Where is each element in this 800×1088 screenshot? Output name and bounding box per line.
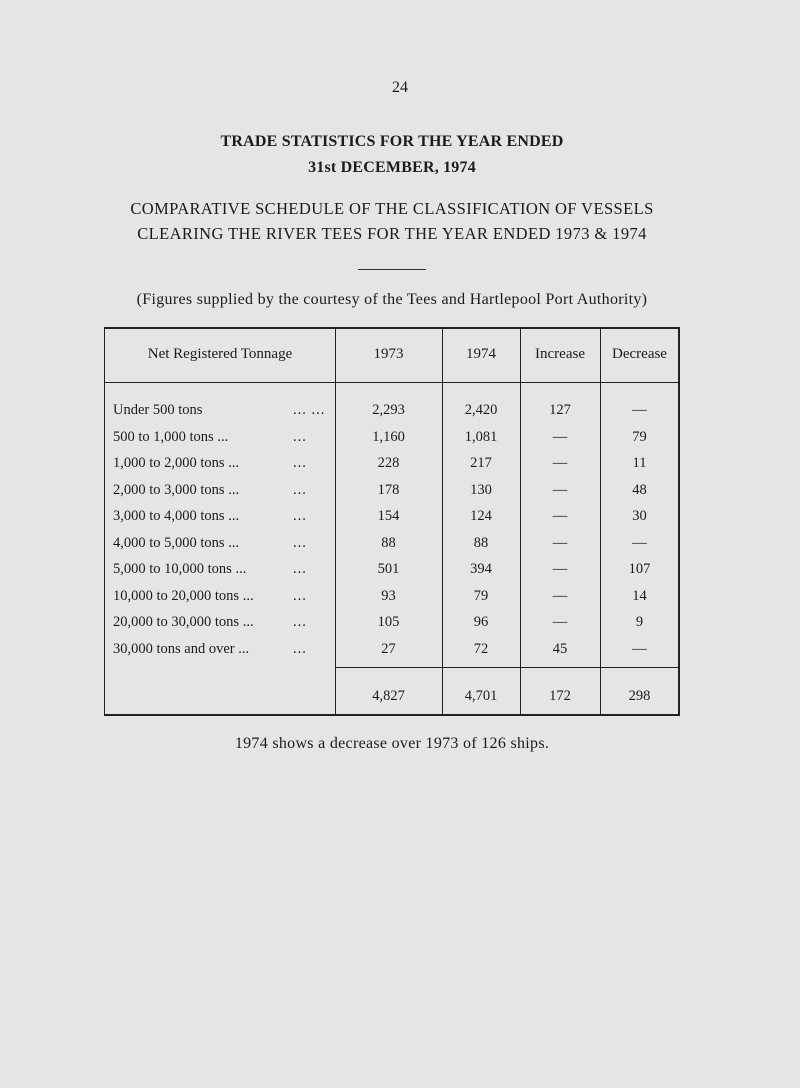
value-decrease: 30 bbox=[632, 508, 647, 524]
value-1974: 217 bbox=[470, 455, 492, 471]
value-decrease: — bbox=[632, 402, 647, 418]
tonnage-table bbox=[104, 327, 680, 716]
divider bbox=[358, 269, 426, 270]
value-decrease: 48 bbox=[632, 481, 647, 498]
value-decrease: 9 bbox=[635, 614, 644, 630]
schedule-subtitle-line2: CLEARING THE RIVER TEES FOR THE YEAR ENDED 1973 & 1974 bbox=[137, 224, 647, 243]
value-1974: 394 bbox=[470, 561, 492, 577]
page-title: TRADE STATISTICS FOR THE YEAR ENDED bbox=[220, 133, 564, 150]
value-1973: 27 bbox=[381, 640, 396, 657]
tonnage-label: 2,000 to 3,000 tons ... bbox=[113, 481, 240, 498]
value-increase: — bbox=[552, 508, 568, 524]
table-row bbox=[105, 455, 678, 481]
value-1973: 178 bbox=[377, 481, 400, 498]
leader-dots: ... bbox=[293, 587, 307, 604]
leader-dots: ... bbox=[293, 508, 307, 524]
value-increase: — bbox=[552, 428, 568, 445]
value-decrease: 107 bbox=[628, 561, 651, 577]
header-tonnage: Net Registered Tonnage bbox=[147, 346, 293, 362]
table-row bbox=[105, 482, 678, 508]
table-row bbox=[105, 508, 678, 534]
table-row bbox=[105, 402, 678, 428]
value-1973: 154 bbox=[377, 508, 400, 524]
schedule-subtitle-line1: COMPARATIVE SCHEDULE OF THE CLASSIFICATION OF VESSELS bbox=[130, 199, 654, 218]
table-row bbox=[105, 429, 678, 455]
value-1973: 93 bbox=[381, 587, 396, 604]
value-increase: 45 bbox=[552, 640, 568, 657]
value-increase: — bbox=[552, 455, 568, 471]
leader-dots: ... ... bbox=[293, 402, 326, 418]
value-1973: 88 bbox=[381, 534, 396, 551]
table-row bbox=[105, 535, 678, 561]
value-1974: 124 bbox=[470, 508, 492, 524]
total-1973: 4,827 bbox=[372, 688, 405, 704]
leader-dots: ... bbox=[293, 428, 307, 445]
value-increase: — bbox=[552, 587, 568, 604]
value-1974: 96 bbox=[473, 614, 489, 630]
total-increase: 172 bbox=[549, 688, 571, 704]
value-1974: 88 bbox=[473, 534, 489, 551]
value-1974: 2,420 bbox=[464, 402, 498, 418]
tonnage-label: 10,000 to 20,000 tons ... bbox=[113, 587, 254, 604]
value-1973: 2,293 bbox=[372, 402, 405, 418]
tonnage-label: 20,000 to 30,000 tons ... bbox=[113, 614, 254, 630]
value-decrease: — bbox=[632, 640, 647, 657]
value-1973: 105 bbox=[377, 614, 400, 630]
totals-row bbox=[105, 688, 678, 714]
total-1974: 4,701 bbox=[464, 688, 498, 704]
table-row bbox=[105, 588, 678, 614]
value-1974: 130 bbox=[470, 481, 492, 498]
value-1974: 72 bbox=[473, 640, 489, 657]
totals-rule bbox=[335, 667, 678, 668]
leader-dots: ... bbox=[293, 534, 307, 551]
table-row bbox=[105, 641, 678, 667]
leader-dots: ... bbox=[293, 481, 307, 498]
value-1973: 228 bbox=[377, 455, 400, 471]
value-decrease: 11 bbox=[632, 455, 647, 471]
tonnage-label: 3,000 to 4,000 tons ... bbox=[113, 508, 240, 524]
table-row bbox=[105, 561, 678, 587]
value-1973: 501 bbox=[377, 561, 400, 577]
leader-dots: ... bbox=[293, 455, 307, 471]
tonnage-label: Under 500 tons bbox=[113, 402, 203, 418]
header-1974: 1974 bbox=[466, 346, 496, 362]
header-decrease: Decrease bbox=[612, 346, 667, 362]
value-decrease: 79 bbox=[632, 428, 647, 445]
value-increase: — bbox=[552, 534, 568, 551]
tonnage-label: 30,000 tons and over ... bbox=[113, 640, 250, 657]
header-rule bbox=[105, 382, 678, 383]
page-title-date: 31st DECEMBER, 1974 bbox=[308, 159, 476, 176]
tonnage-label: 500 to 1,000 tons ... bbox=[113, 428, 229, 445]
tonnage-label: 1,000 to 2,000 tons ... bbox=[113, 455, 240, 471]
value-increase: — bbox=[552, 481, 568, 498]
header-1973: 1973 bbox=[373, 346, 404, 362]
leader-dots: ... bbox=[293, 640, 307, 657]
table-row bbox=[105, 614, 678, 640]
leader-dots: ... bbox=[293, 614, 307, 630]
tonnage-label: 5,000 to 10,000 tons ... bbox=[113, 561, 247, 577]
leader-dots: ... bbox=[293, 561, 307, 577]
tonnage-label: 4,000 to 5,000 tons ... bbox=[113, 534, 240, 551]
source-note: (Figures supplied by the courtesy of the Tees and Hartlepool Port Authority) bbox=[136, 291, 648, 308]
value-1974: 79 bbox=[473, 587, 489, 604]
total-decrease: 298 bbox=[628, 688, 651, 704]
page-number: 24 bbox=[392, 79, 408, 96]
value-increase: 127 bbox=[549, 402, 571, 418]
summary-footnote: 1974 shows a decrease over 1973 of 126 ships. bbox=[234, 735, 550, 752]
value-increase: — bbox=[552, 561, 568, 577]
value-1973: 1,160 bbox=[372, 428, 405, 445]
header-increase: Increase bbox=[535, 346, 585, 362]
value-1974: 1,081 bbox=[464, 428, 498, 445]
value-decrease: 14 bbox=[632, 587, 647, 604]
value-decrease: — bbox=[632, 534, 647, 551]
value-increase: — bbox=[552, 614, 568, 630]
